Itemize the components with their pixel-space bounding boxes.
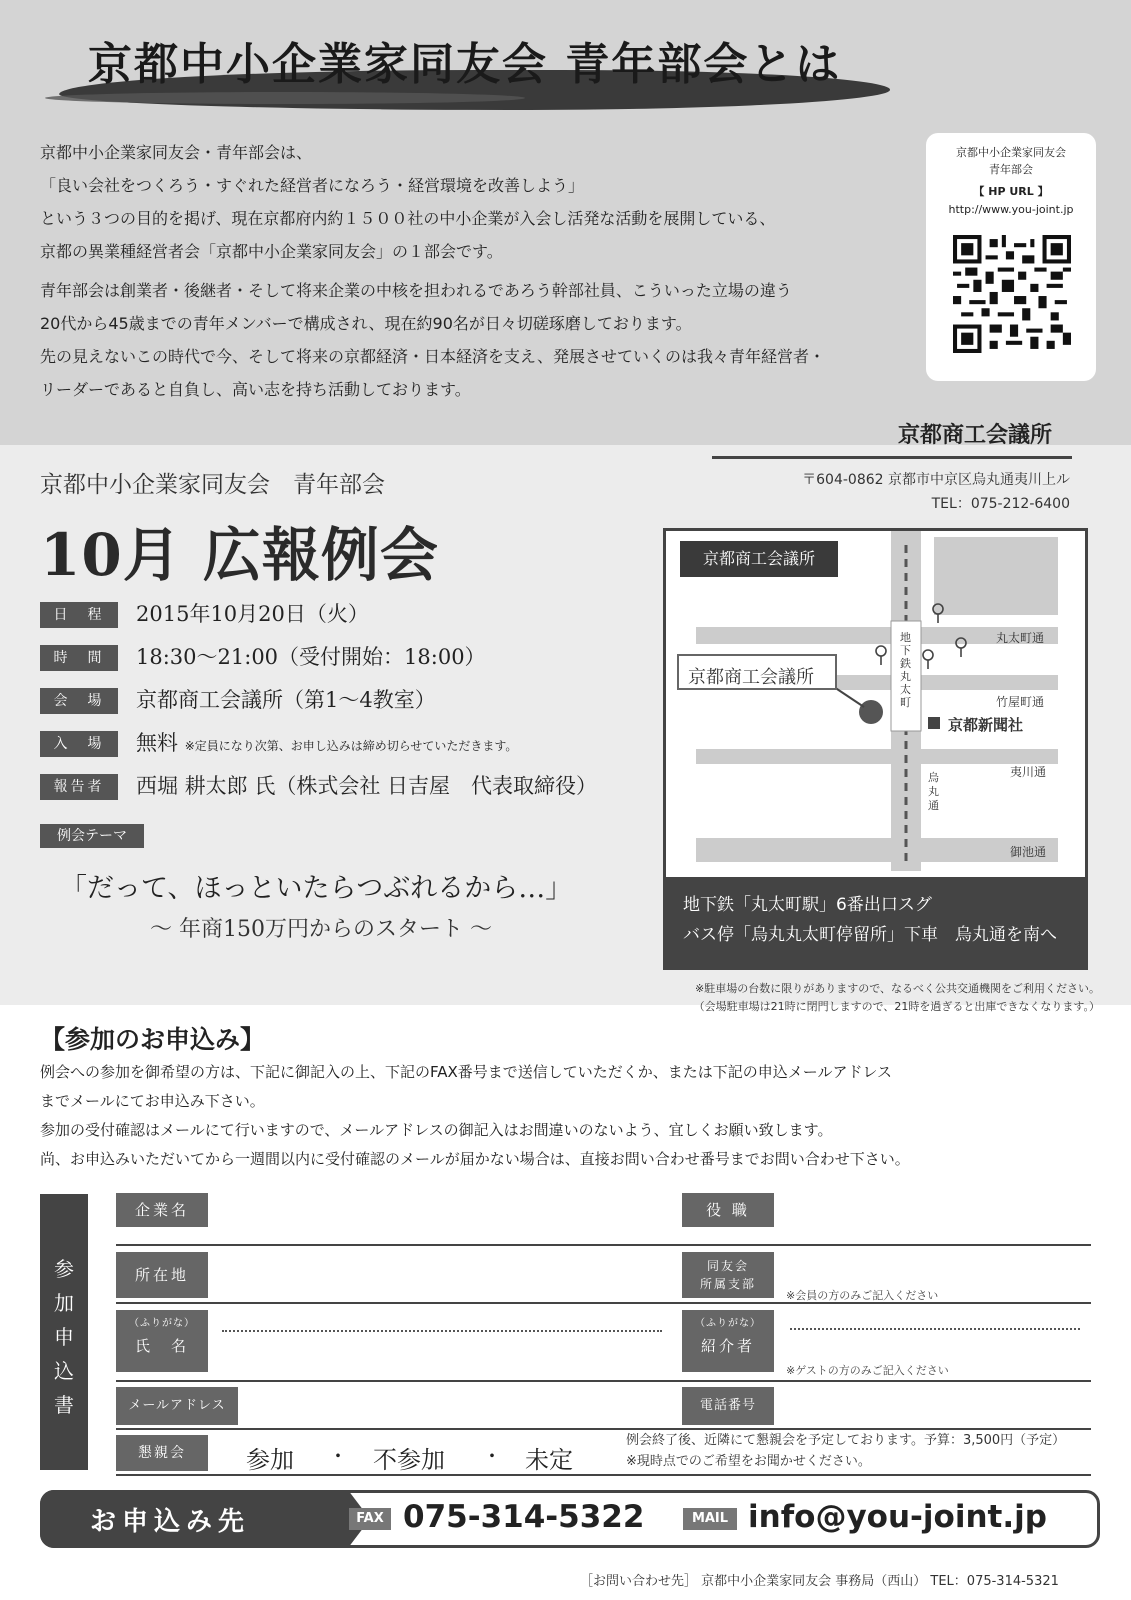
info-row bbox=[40, 727, 660, 770]
separator: ・ bbox=[328, 1444, 348, 1468]
map-title: 京都商工会議所 bbox=[680, 541, 838, 577]
mail-label: MAIL bbox=[683, 1508, 737, 1530]
info-value: 18:30〜21:00（受付開始：18:00） bbox=[136, 645, 486, 669]
party-note bbox=[626, 1430, 1065, 1472]
brush-stroke-tail bbox=[45, 92, 525, 104]
address-label: 所在地 bbox=[116, 1252, 208, 1298]
info-row bbox=[40, 641, 660, 684]
name-label bbox=[116, 1310, 208, 1372]
intro-line: 青年部会は創業者・後継者・そして将来企業の中核を担われるであろう幹部社員、こういった立場の違う bbox=[40, 281, 792, 300]
theme-title: 「だって、ほっといたらつぶれるから…」 bbox=[60, 873, 573, 904]
info-row bbox=[40, 684, 660, 727]
page-title: 京都中小企業家同友会 青年部会とは bbox=[88, 39, 842, 90]
side-char: 加 bbox=[54, 1291, 74, 1315]
introducer-label-text: 紹介者 bbox=[700, 1337, 755, 1355]
venue-name: 京都商工会議所 bbox=[898, 422, 1053, 448]
theme-label: 例会テーマ bbox=[40, 824, 144, 848]
admission-value: 無料 bbox=[136, 731, 178, 755]
party-note-line: ※現時点でのご希望をお聞かせください。 bbox=[626, 1454, 871, 1469]
intro-line: 「良い会社をつくろう・すぐれた経営者になろう・経営環境を改善しよう」 bbox=[40, 176, 585, 195]
fax-label: FAX bbox=[349, 1508, 391, 1530]
map-landmark: 京都新聞社 bbox=[948, 716, 1024, 734]
apply-line: 例会への参加を御希望の方は、下記に御記入の上、下記のFAX番号まで送信していただくか、または下記の申込メールアドレス bbox=[40, 1063, 893, 1081]
qr-url-label: 【 HP URL 】 bbox=[973, 185, 1049, 198]
phone-label: 電話番号 bbox=[682, 1387, 774, 1425]
info-label: 会 場 bbox=[40, 688, 118, 714]
company-label: 企業名 bbox=[116, 1193, 208, 1227]
furigana-label: （ふりがな） bbox=[695, 1318, 761, 1329]
info-value: 西堀 耕太郎 氏（株式会社 日吉屋 代表取締役） bbox=[136, 774, 598, 798]
info-value: 京都商工会議所（第1〜4教室） bbox=[136, 688, 436, 712]
form-side-label bbox=[40, 1194, 88, 1470]
info-value bbox=[136, 727, 517, 757]
email-label: メールアドレス bbox=[116, 1387, 238, 1425]
access-subway: 地下鉄「丸太町駅」6番出口スグ bbox=[683, 895, 932, 915]
address-field[interactable] bbox=[116, 1302, 1091, 1304]
branch-label-line: 同友会 bbox=[706, 1259, 749, 1273]
position-label: 役 職 bbox=[682, 1193, 774, 1227]
info-label: 時 間 bbox=[40, 645, 118, 671]
party-option-absent[interactable]: 不参加 bbox=[373, 1446, 445, 1474]
branch-note: ※会員の方のみご記入ください bbox=[786, 1289, 939, 1302]
name-label-text: 氏 名 bbox=[134, 1337, 189, 1355]
intro-line: 20代から45歳までの青年メンバーで構成され、現在約90名が日々切磋琢磨しております。 bbox=[40, 314, 692, 333]
contact-bar bbox=[40, 1490, 1100, 1548]
theme-subtitle: 〜 年商150万円からのスタート 〜 bbox=[150, 917, 492, 942]
parking-note-line: （会場駐車場は21時に閉門しますので、21時を過ぎると出庫できなくなります。） bbox=[693, 1000, 1100, 1013]
intro-line: リーダーであると自負し、高い志を持ち活動しております。 bbox=[40, 380, 471, 399]
mail-address[interactable]: info@you-joint.jp bbox=[748, 1499, 1047, 1535]
apply-line: 尚、お申込みいただいてから一週間以内に受付確認のメールが届かない場合は、直接お問い合わせ番号までお問い合わせ下さい。 bbox=[40, 1150, 910, 1168]
map-station: 地下鉄丸太町 bbox=[900, 631, 911, 709]
party-label: 懇親会 bbox=[116, 1435, 208, 1471]
event-organizer: 京都中小企業家同友会 青年部会 bbox=[40, 472, 385, 498]
side-char: 参 bbox=[54, 1257, 74, 1281]
introducer-label bbox=[682, 1310, 774, 1372]
parking-note bbox=[620, 980, 1100, 1016]
info-label: 日 程 bbox=[40, 602, 118, 628]
name-field[interactable] bbox=[116, 1380, 1091, 1382]
contact-title: お申込み先 bbox=[90, 1507, 251, 1537]
venue-map[interactable] bbox=[663, 528, 1088, 970]
intro-line: 先の見えないこの時代で今、そして将来の京都経済・日本経済を支え、発展させていくのは我々青年経営者・ bbox=[40, 347, 825, 366]
company-field[interactable] bbox=[116, 1244, 1091, 1246]
info-row bbox=[40, 770, 660, 813]
qr-org-name: 京都中小企業家同友会 bbox=[956, 146, 1066, 159]
info-label: 入 場 bbox=[40, 731, 118, 757]
map-street-takeya: 竹屋町通 bbox=[996, 695, 1045, 709]
divider bbox=[712, 456, 1072, 459]
separator: ・ bbox=[482, 1444, 502, 1468]
introducer-furigana-field[interactable] bbox=[790, 1328, 1080, 1330]
parking-note-line: ※駐車場の台数に限りがありますので、なるべく公共交通機関をご利用ください。 bbox=[695, 982, 1100, 995]
map-callout: 京都商工会議所 bbox=[688, 667, 814, 688]
introducer-note: ※ゲストの方のみご記入ください bbox=[786, 1364, 949, 1377]
event-title: 10月 広報例会 bbox=[40, 521, 439, 589]
side-char: 込 bbox=[54, 1359, 74, 1383]
map-street-oike: 御池通 bbox=[1010, 845, 1047, 859]
branch-label-line: 所属支部 bbox=[699, 1277, 756, 1291]
furigana-field[interactable] bbox=[222, 1330, 662, 1332]
side-char: 書 bbox=[54, 1393, 74, 1417]
side-char: 申 bbox=[54, 1325, 74, 1349]
qr-card bbox=[926, 133, 1096, 381]
map-street-ebisugawa: 夷川通 bbox=[1010, 765, 1047, 779]
apply-heading: 【参加のお申込み】 bbox=[40, 1025, 266, 1054]
map-street-marutamachi: 丸太町通 bbox=[996, 631, 1045, 645]
party-option-undecided[interactable]: 未定 bbox=[525, 1446, 573, 1474]
venue-tel: TEL：075-212-6400 bbox=[931, 496, 1070, 512]
branch-label bbox=[682, 1252, 774, 1298]
map-access bbox=[666, 877, 1085, 967]
apply-line: 参加の受付確認はメールにて行いますので、メールアドレスの御記入はお間違いのないよう、宜しくお願い致します。 bbox=[40, 1121, 833, 1139]
apply-line: までメールにてお申込み下さい。 bbox=[40, 1092, 265, 1110]
info-row bbox=[40, 598, 660, 641]
intro-line: という３つの目的を掲げ、現在京都府内約１５００社の中小企業が入会し活発な活動を展開している、 bbox=[40, 209, 776, 228]
access-bus: バス停「烏丸丸太町停留所」下車 烏丸通を南へ bbox=[683, 925, 1057, 945]
contact-bar-head bbox=[40, 1490, 350, 1548]
admission-note: ※定員になり次第、お申し込みは締め切らせていただきます。 bbox=[184, 739, 518, 753]
intro-text bbox=[40, 136, 900, 412]
party-field bbox=[116, 1474, 1091, 1476]
map-street-karasuma: 烏丸通 bbox=[928, 771, 939, 812]
party-note-line: 例会終了後、近隣にて懇親会を予定しております。予算：3,500円（予定） bbox=[626, 1433, 1066, 1448]
qr-url[interactable]: http://www.you-joint.jp bbox=[948, 203, 1074, 216]
venue-address bbox=[760, 468, 1070, 516]
footer-contact: ［お問い合わせ先］ 京都中小企業家同友会 事務局（西山） TEL：075-314-5321 bbox=[580, 1574, 1059, 1589]
intro-line: 京都の異業種経営者会「京都中小企業家同友会」の１部会です。 bbox=[40, 242, 503, 261]
party-option-attend[interactable]: 参加 bbox=[246, 1446, 294, 1474]
qr-group-name: 青年部会 bbox=[989, 163, 1033, 176]
info-value: 2015年10月20日（火） bbox=[136, 602, 369, 626]
apply-instructions bbox=[40, 1058, 1120, 1174]
fax-number[interactable]: 075-314-5322 bbox=[403, 1499, 645, 1535]
info-label: 報告者 bbox=[40, 774, 118, 800]
qr-code[interactable] bbox=[953, 235, 1071, 353]
intro-line: 京都中小企業家同友会・青年部会は、 bbox=[40, 143, 313, 162]
event-info bbox=[40, 598, 660, 813]
venue-address-line: 〒604-0862 京都市中京区烏丸通夷川上ル bbox=[802, 472, 1070, 488]
furigana-label: （ふりがな） bbox=[129, 1318, 195, 1329]
